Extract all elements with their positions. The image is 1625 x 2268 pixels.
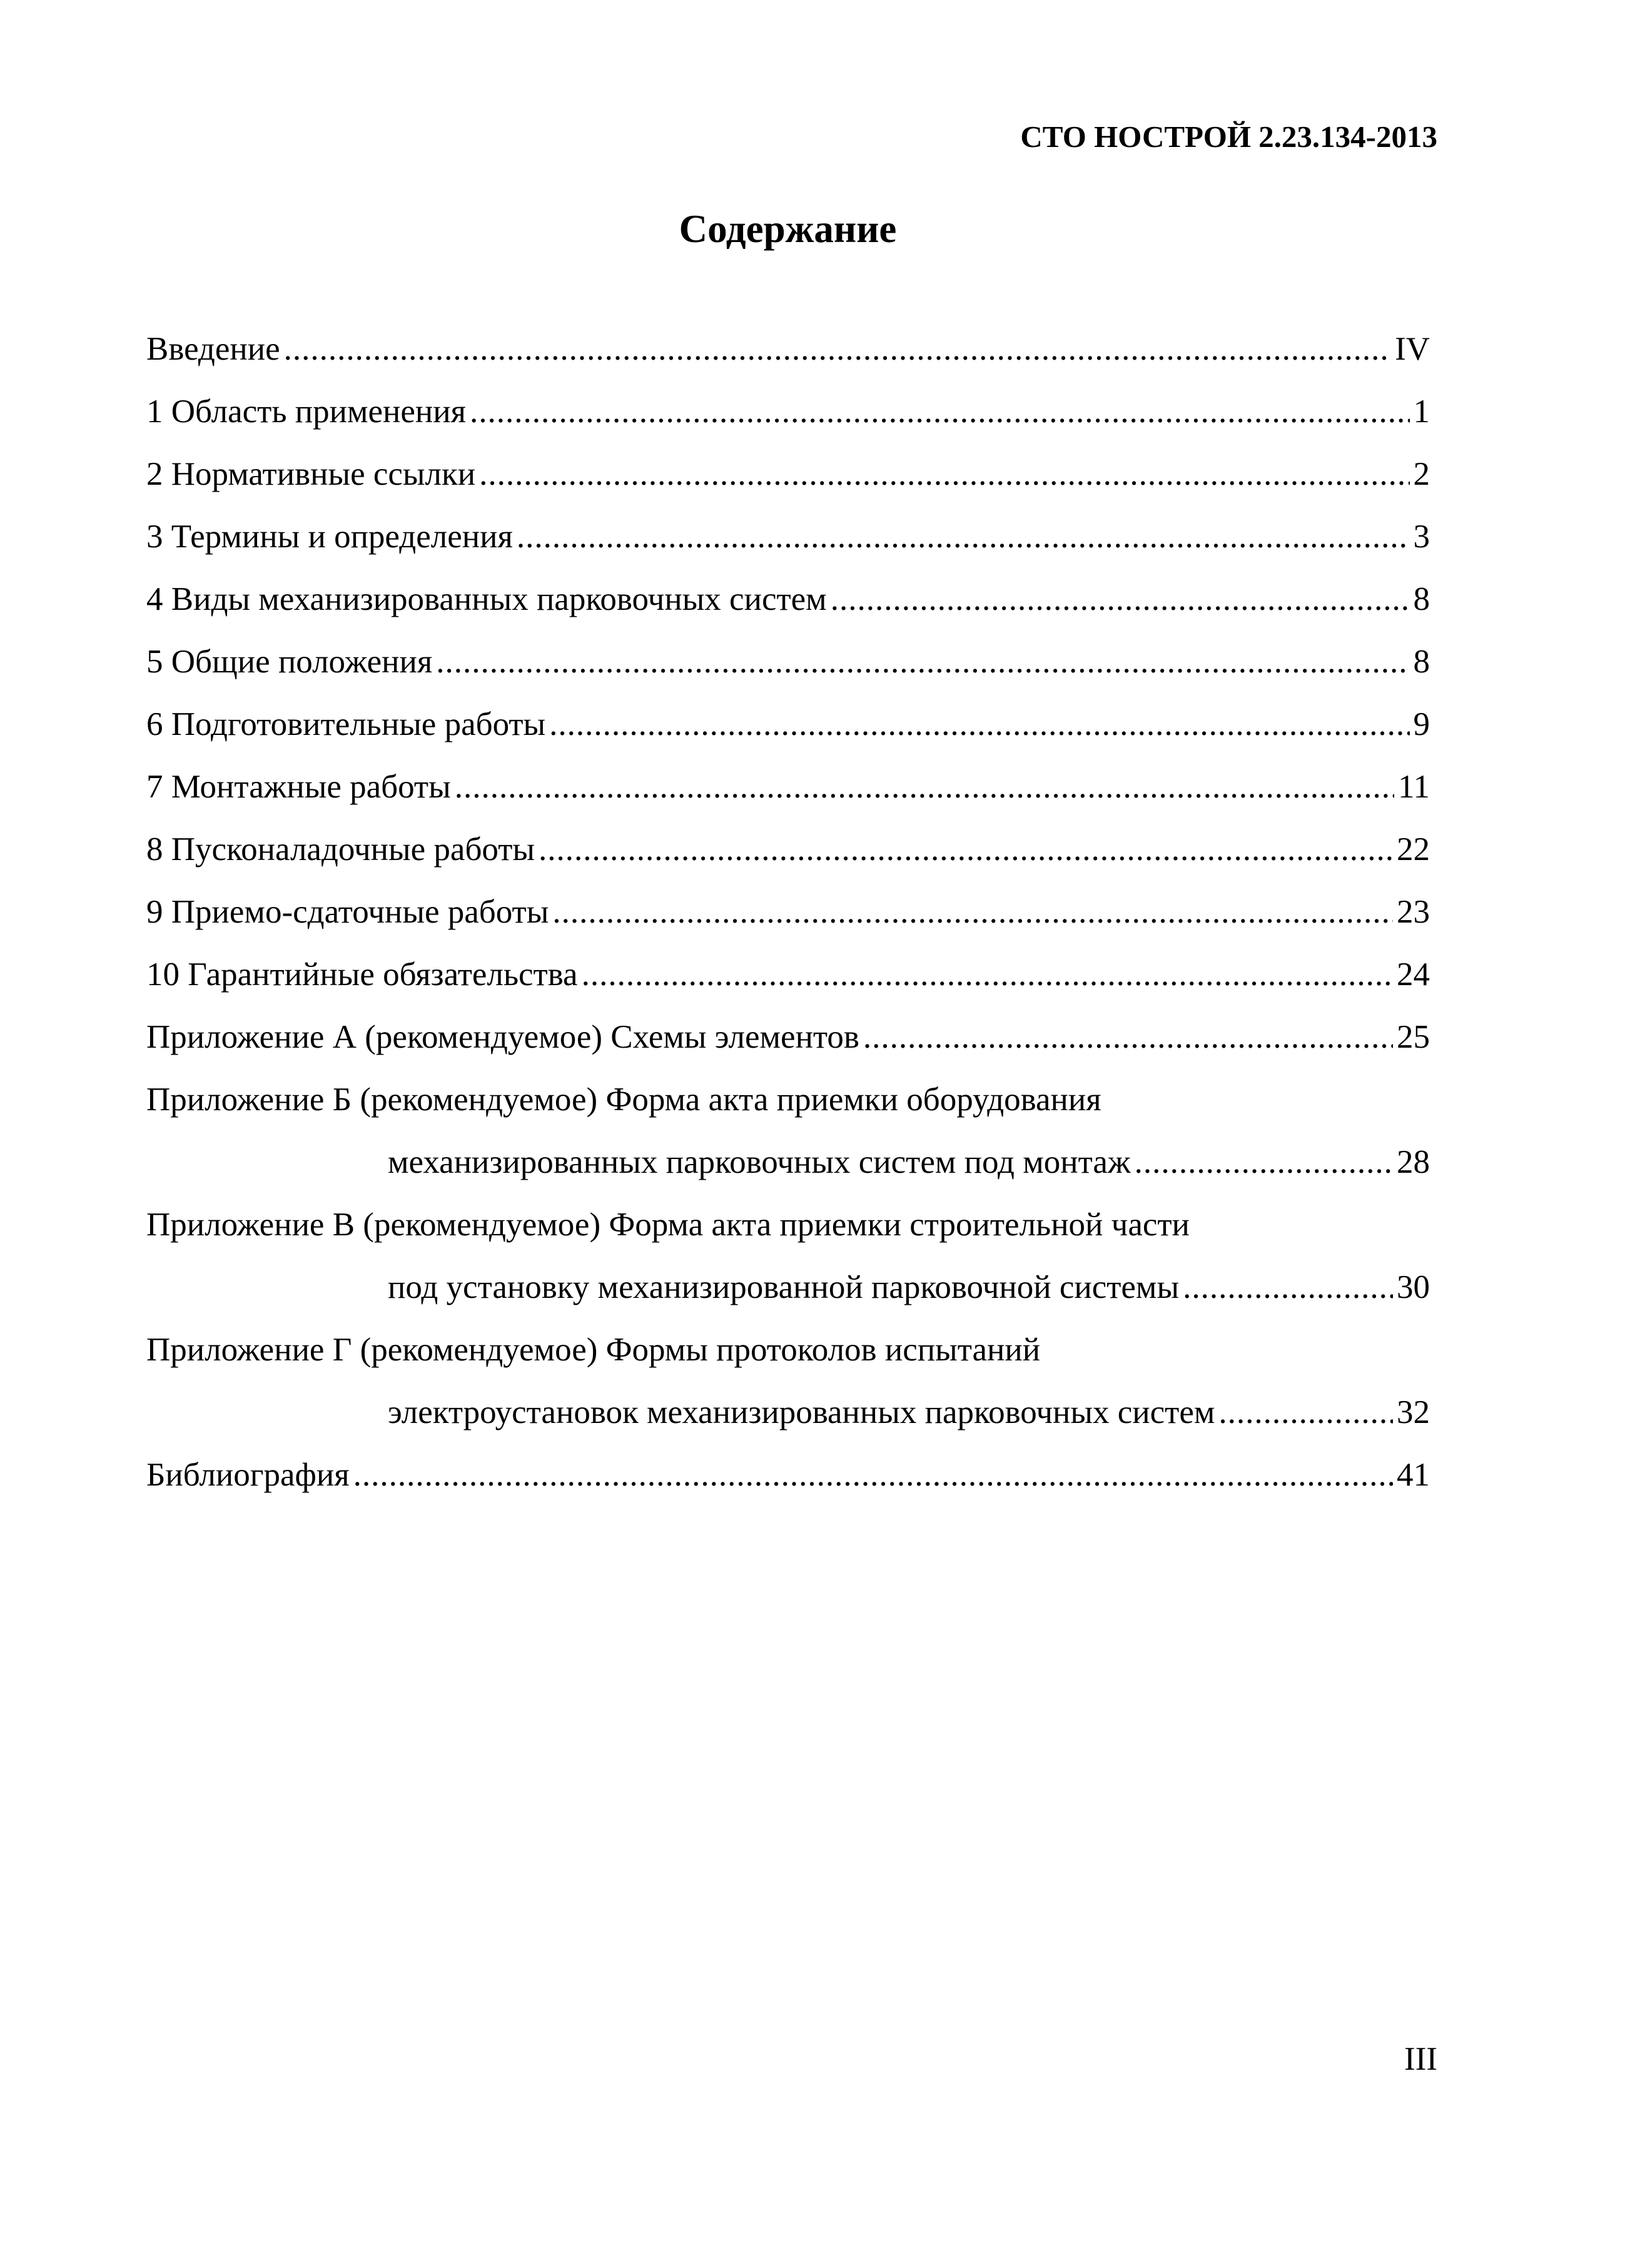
toc-line xyxy=(146,1131,1430,1193)
toc-line xyxy=(146,318,1430,380)
toc-entry-page: 28 xyxy=(1397,1144,1430,1180)
toc-entry-page: 8 xyxy=(1413,581,1430,617)
toc-line xyxy=(146,881,1430,943)
toc-leader-dots xyxy=(1135,1131,1393,1193)
toc-entry-label: 9 Приемо-сдаточные работы xyxy=(146,894,549,930)
toc-entry-page: 30 xyxy=(1397,1269,1430,1305)
toc-leader-dots xyxy=(863,1006,1393,1068)
toc-entry-label: под установку механизированной парковочной системы xyxy=(388,1269,1180,1305)
toc-entry-page: 23 xyxy=(1397,894,1430,930)
toc-entry-page: 8 xyxy=(1413,644,1430,680)
toc-entry-appendix-b-line-2[interactable] xyxy=(146,1131,1430,1193)
toc-leader-dots xyxy=(517,505,1410,568)
toc-line xyxy=(146,693,1430,756)
toc-entry-section-4[interactable] xyxy=(146,568,1430,630)
toc-entry-label: 6 Подготовительные работы xyxy=(146,706,546,742)
toc-entry-section-10[interactable] xyxy=(146,943,1430,1006)
toc-line xyxy=(146,756,1430,818)
toc-entry-label: 2 Нормативные ссылки xyxy=(146,456,476,492)
toc-entry-page: 11 xyxy=(1397,769,1430,805)
toc-entry-page: 22 xyxy=(1397,831,1430,868)
toc-entry-label: 1 Область применения xyxy=(146,393,467,430)
toc-entry-section-5[interactable] xyxy=(146,630,1430,693)
toc-leader-dots xyxy=(582,943,1393,1006)
toc-entry-page: 1 xyxy=(1413,393,1430,430)
toc-entry-section-9[interactable] xyxy=(146,881,1430,943)
toc-line xyxy=(146,1068,1430,1131)
toc-leader-dots xyxy=(353,1444,1393,1506)
page-title: Содержание xyxy=(679,207,897,251)
toc-entry-label: электроустановок механизированных парковочных систем xyxy=(388,1394,1215,1430)
toc-line xyxy=(146,1319,1430,1381)
toc-entry-appendix-g-line-1[interactable] xyxy=(146,1319,1430,1381)
toc-entry-label: 5 Общие положения xyxy=(146,644,433,680)
toc-entry-page: 2 xyxy=(1413,456,1430,492)
toc-entry-label: 3 Термины и определения xyxy=(146,519,513,555)
toc-entry-label: 4 Виды механизированных парковочных систем xyxy=(146,581,827,617)
toc-entry-section-8[interactable] xyxy=(146,818,1430,881)
toc-entry-appendix-v-line-1[interactable] xyxy=(146,1193,1430,1256)
toc-entry-label: 10 Гарантийные обязательства xyxy=(146,956,578,993)
toc-entry-appendix-g-line-2[interactable] xyxy=(146,1381,1430,1444)
toc-line xyxy=(146,1006,1430,1068)
toc-entry-page: 25 xyxy=(1397,1019,1430,1055)
toc-entry-page: 3 xyxy=(1413,519,1430,555)
toc-entry-label: механизированных парковочных систем под монтаж xyxy=(388,1144,1131,1180)
toc-entry-page: 24 xyxy=(1397,956,1430,993)
toc-entry-appendix-v-line-2[interactable] xyxy=(146,1256,1430,1319)
toc-entry-appendix-b-line-1[interactable] xyxy=(146,1068,1430,1131)
toc-entry-bibliography[interactable] xyxy=(146,1444,1430,1506)
toc-leader-dots xyxy=(470,380,1409,443)
toc-entry-section-2[interactable] xyxy=(146,443,1430,505)
toc-leader-dots xyxy=(479,443,1409,505)
toc-leader-dots xyxy=(1218,1381,1393,1444)
toc-line xyxy=(146,1256,1430,1319)
toc-entry-label: Приложение Б (рекомендуемое) Форма акта приемки оборудования xyxy=(146,1081,1101,1118)
toc-leader-dots xyxy=(455,756,1394,818)
toc-entry-label: Приложение А (рекомендуемое) Схемы элементов xyxy=(146,1019,859,1055)
toc-line xyxy=(146,1193,1430,1256)
toc-entry-section-1[interactable] xyxy=(146,380,1430,443)
toc-entry-section-7[interactable] xyxy=(146,756,1430,818)
toc-leader-dots xyxy=(539,818,1393,881)
toc-entry-label: Приложение Г (рекомендуемое) Формы протоколов испытаний xyxy=(146,1332,1041,1368)
page-number: III xyxy=(1404,2041,1437,2077)
toc-line xyxy=(146,380,1430,443)
toc-entry-section-6[interactable] xyxy=(146,693,1430,756)
toc-line xyxy=(146,443,1430,505)
toc-entry-label: 8 Пусконаладочные работы xyxy=(146,831,535,868)
toc-entry-page: 9 xyxy=(1413,706,1430,742)
toc-entry-label: Библиография xyxy=(146,1457,350,1493)
document-code: СТО НОСТРОЙ 2.23.134-2013 xyxy=(1020,119,1437,154)
toc-line xyxy=(146,818,1430,881)
toc-line xyxy=(146,568,1430,630)
toc-line xyxy=(146,943,1430,1006)
toc-leader-dots xyxy=(552,881,1393,943)
toc-entry-appendix-a[interactable] xyxy=(146,1006,1430,1068)
toc-entry-label: Приложение В (рекомендуемое) Форма акта приемки строительной части xyxy=(146,1207,1190,1243)
toc-entry-page: 41 xyxy=(1397,1457,1430,1493)
toc-leader-dots xyxy=(549,693,1409,756)
toc-line xyxy=(146,505,1430,568)
toc-entry-label: 7 Монтажные работы xyxy=(146,769,451,805)
toc-line xyxy=(146,1381,1430,1444)
toc-entry-page: IV xyxy=(1395,331,1430,367)
toc-line xyxy=(146,1444,1430,1506)
toc-entry-section-3[interactable] xyxy=(146,505,1430,568)
table-of-contents xyxy=(146,318,1430,1506)
toc-entry-page: 32 xyxy=(1397,1394,1430,1430)
toc-line xyxy=(146,630,1430,693)
toc-entry-label: Введение xyxy=(146,331,280,367)
toc-leader-dots xyxy=(284,318,1391,380)
toc-leader-dots xyxy=(436,630,1409,693)
toc-entry-introduction[interactable] xyxy=(146,318,1430,380)
toc-leader-dots xyxy=(1183,1256,1393,1319)
toc-leader-dots xyxy=(831,568,1410,630)
